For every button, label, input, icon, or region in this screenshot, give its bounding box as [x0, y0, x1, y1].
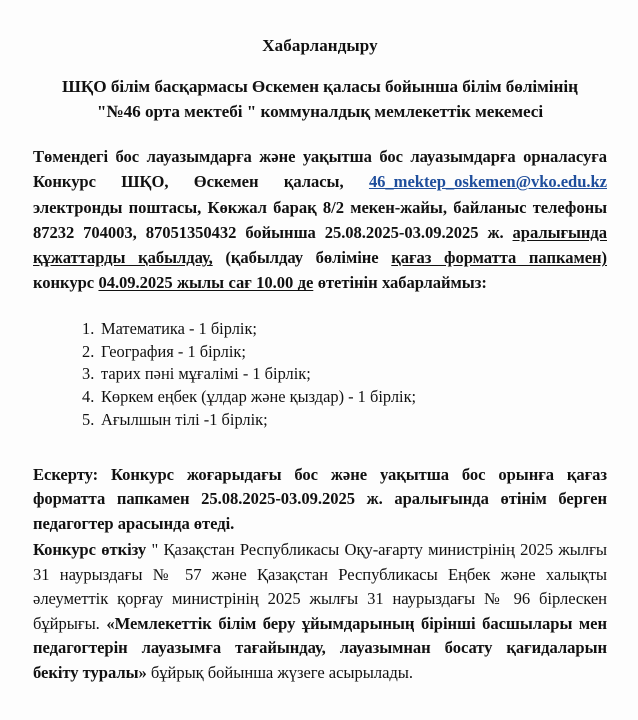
list-item-number: 5. [82, 409, 95, 429]
list-item-number: 2. [82, 341, 95, 361]
list-item-label: Көркем еңбек (ұлдар және қыздар) - 1 бірлік; [101, 387, 417, 407]
legal-order-paragraph [33, 536, 607, 685]
contact-email-link[interactable]: 46_mektep_oskemen@vko.edu.kz [368, 172, 607, 192]
order-quoted-title: «Мемлекеттік білім беру ұйымдарының бірінші басшылары мен педагогтерін лауазымға тағайындау, лауазымнан босату қағидаларын бекіту туралы» [33, 613, 607, 682]
list-item-label: тарих пәні мұғалімі - 1 бірлік; [101, 364, 311, 384]
list-item-label: Ағылшын тілі -1 бірлік; [101, 409, 268, 429]
note-label: Ескерту: [33, 464, 99, 484]
intro-underlined-datetime: 04.09.2025 жылы сағ 10.00 де [98, 273, 314, 293]
list-item-label: Математика - 1 бірлік; [101, 318, 257, 338]
list-item-label: География - 1 бірлік; [101, 341, 246, 361]
organization-heading [33, 57, 607, 124]
order-regular-text-2: бұйрық бойынша жүзеге асырылады. [146, 662, 413, 682]
intro-text-part-5: өтетінін хабарлаймыз: [313, 273, 487, 293]
page-title: Хабарландыру [262, 36, 378, 55]
list-item-number: 3. [82, 364, 95, 384]
list-item [82, 318, 607, 341]
intro-text-part-2: электронды поштасы, Көкжал барақ 8/2 мекен-жайы, байланыс телефоны 87232 704003, 87051350432 бойынша 25.08.2025-03.09.2025 ж. [33, 197, 607, 242]
note-paragraph [33, 432, 607, 537]
list-item [82, 409, 607, 432]
note-text: Конкурс жоғарыдағы бос және уақытша бос орынға қағаз форматта папкамен 25.08.2025-03.09.2025 ж. аралығында өтінім берген педагогтер арасында өтеді. [33, 464, 607, 533]
intro-text-part-4: конкурс [33, 273, 99, 293]
list-item [82, 386, 607, 409]
intro-text-part-1: Төмендегі бос лауазымдарға және уақытша бос лауазымдарға орналасуға Конкурс ШҚО, Өскемен қаласы, [33, 147, 607, 192]
list-item [82, 341, 607, 364]
vacancy-list [33, 296, 607, 432]
intro-underlined-acceptance: аралығында құжаттарды қабылдау, [33, 222, 607, 268]
organization-line-1: ШҚО білім басқармасы Өскемен қаласы бойынша білім бөлімінің [62, 77, 578, 96]
announcement-intro-paragraph [33, 124, 607, 296]
list-item-number: 1. [82, 318, 95, 338]
list-item [82, 363, 607, 386]
order-regular-text-1: " Қазақстан Республикасы Оқу-ағарту министрінің 2025 жылғы 31 наурыздағы № 57 және Қазақстан Республикасы Еңбек және халықты әлеуметтік қорғау министрінің 2025 жылғы 31 наурыздағы № 96 бірлескен бұйрығы. [33, 540, 607, 633]
intro-underlined-paper-format: қағаз форматта папкамен) [391, 248, 608, 268]
list-item-number: 4. [82, 387, 95, 407]
organization-line-2: "№46 орта мектебі " коммуналдық мемлекеттік мекемесі [96, 102, 544, 121]
intro-text-part-3: (қабылдау бөліміне [212, 248, 392, 268]
order-bold-lead: Конкурс өткізу [33, 540, 147, 560]
